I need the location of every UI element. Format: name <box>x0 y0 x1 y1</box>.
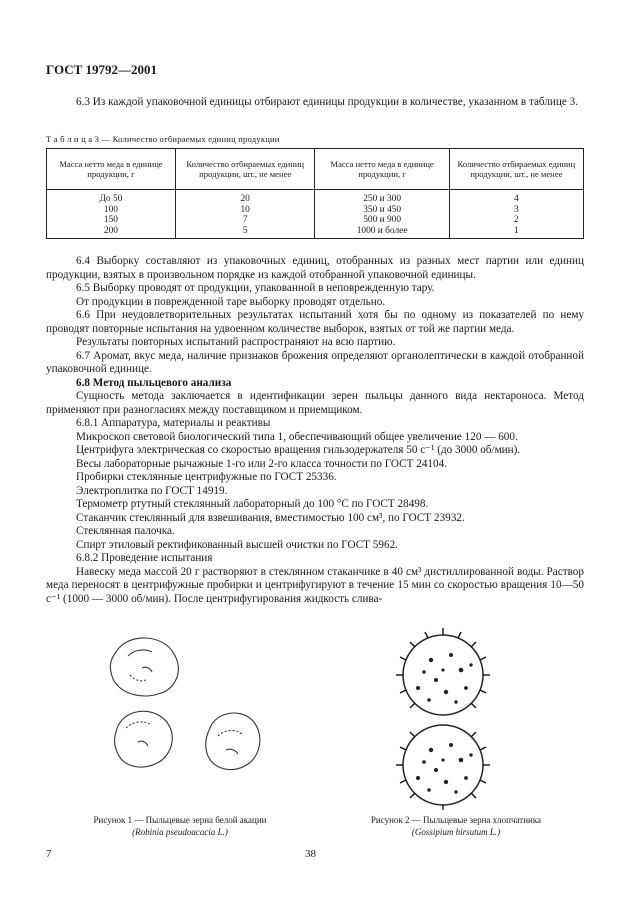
figure-1-title: Рисунок 1 — Пыльцевые зерна белой акации <box>93 815 267 825</box>
para-6-8: Сущность метода заключается в идентификации зерен пыльцы данного вида нектароноса. Метод применяют при разногласиях между поставщиком и приемщиком. <box>46 390 584 416</box>
section-heading-6-8: 6.8 Метод пыльцевого анализа <box>76 376 232 389</box>
table-row <box>47 215 584 226</box>
equipment-item: Стаканчик стеклянный для взвешивания, вместимостью 100 см³, по ГОСТ 23932. <box>76 511 465 524</box>
para-6-8-2: 6.8.2 Проведение испытания <box>76 552 213 564</box>
figure-1-caption <box>60 814 300 838</box>
cell: 1 <box>449 226 583 239</box>
body-text <box>46 255 584 606</box>
equipment-item: Микроскоп световой биологический типа 1, обеспечивающий общее увеличение 120 — 600. <box>76 430 518 443</box>
table-3 <box>46 148 584 239</box>
cell: 7 <box>175 215 315 226</box>
para-6-8-1: 6.8.1 Аппаратура, материалы и реактивы <box>76 417 271 429</box>
figures-area <box>46 620 584 840</box>
cell: 10 <box>175 205 315 216</box>
para-6-6: 6.6 При неудовлетворительных результатах испытаний хотя бы по одному из показателей по нему проводят повторные испытания на удвоенном количестве выборок, взятых от той же партии меда. <box>46 309 584 335</box>
cell: 2 <box>449 215 583 226</box>
para-6-7: 6.7 Аромат, вкус меда, наличие признаков брожения определяют органолептически в каждой отобранной упаковочной единице. <box>46 349 584 375</box>
footer-mark: 7 <box>46 848 52 860</box>
cell: 200 <box>47 226 176 239</box>
equipment-item: Электроплитка по ГОСТ 14919. <box>76 484 228 497</box>
para-6-4: 6.4 Выборку составляют из упаковочных единиц, отобранных из разных мест партии или единиц продукции, взятых в произвольном порядке из каждой отобранной упаковочной единицы. <box>46 255 584 281</box>
equipment-item: Спирт этиловый ректификованный высшей очистки по ГОСТ 5962. <box>76 538 398 551</box>
cell: 250 и 300 <box>315 190 449 205</box>
col-header: Количество отбираемых единиц продукции, шт., не менее <box>449 149 583 190</box>
equipment-item: Центрифуга электрическая со скоростью вращения гильзодержателя 50 с⁻¹ (до 3000 об/мин). <box>76 444 521 456</box>
cell: 20 <box>175 190 315 205</box>
table-row <box>47 190 584 205</box>
equipment-item: Весы лабораторные рычажные 1-го или 2-го класса точности по ГОСТ 24104. <box>76 457 448 470</box>
cell: 150 <box>47 215 176 226</box>
cell: 3 <box>449 205 583 216</box>
para-6-5b: От продукции в поврежденной таре выборку проводят отдельно. <box>76 295 386 308</box>
figure-1-latin: (Robinia pseudoacacia L.) <box>132 827 228 837</box>
para-6-6b: Результаты повторных испытаний распространяют на всю партию. <box>76 336 396 348</box>
col-header: Масса нетто меда в единице продукции, г <box>47 149 176 190</box>
para-6-8-2-text: Навеску меда массой 20 г растворяют в стеклянном стаканчике в 40 см³ дистиллированной воды. Раствор меда переносят в центрифужные пробирки и центрифугируют в течение 15 мин со скоростью вращения 10—50 с⁻¹ (1000 — 3000 об/мин). После центрифугирования жидкость слива- <box>46 565 584 605</box>
page-number: 38 <box>305 848 316 860</box>
figure-1-pollen-illustration <box>46 620 584 810</box>
cell: 350 и 450 <box>315 205 449 216</box>
cell: 100 <box>47 205 176 216</box>
figure-2-title: Рисунок 2 — Пыльцевые зерна хлопчатника <box>370 815 542 825</box>
equipment-item: Пробирки стеклянные центрифужные по ГОСТ 25336. <box>76 471 337 483</box>
cell: 5 <box>175 226 315 239</box>
figure-2-latin: (Gossipium hirsutum L.) <box>411 827 501 837</box>
col-header: Масса нетто меда в единице продукции, г <box>315 149 449 190</box>
table-caption: Т а б л и ц а 3 — Количество отбираемых единиц продукции <box>46 134 280 144</box>
para-6-5: 6.5 Выборку проводят от продукции, упакованной в неповрежденную тару. <box>76 282 435 294</box>
table-row <box>47 205 584 216</box>
cell: 4 <box>449 190 583 205</box>
cell: 1000 и более <box>315 226 449 239</box>
doc-header: ГОСТ 19792—2001 <box>46 62 158 77</box>
table-row <box>47 226 584 239</box>
equipment-item: Стеклянная палочка. <box>76 525 175 537</box>
cell: 500 и 900 <box>315 215 449 226</box>
col-header: Количество отбираемых единиц продукции, шт., не менее <box>175 149 315 190</box>
cell: До 50 <box>47 190 176 205</box>
equipment-item: Термометр ртутный стеклянный лабораторный до 100 °С по ГОСТ 28498. <box>76 498 429 510</box>
figure-2-caption <box>336 814 576 838</box>
para-6-3: 6.3 Из каждой упаковочной единицы отбирают единицы продукции в количестве, указанном в таблице 3. <box>76 96 579 108</box>
